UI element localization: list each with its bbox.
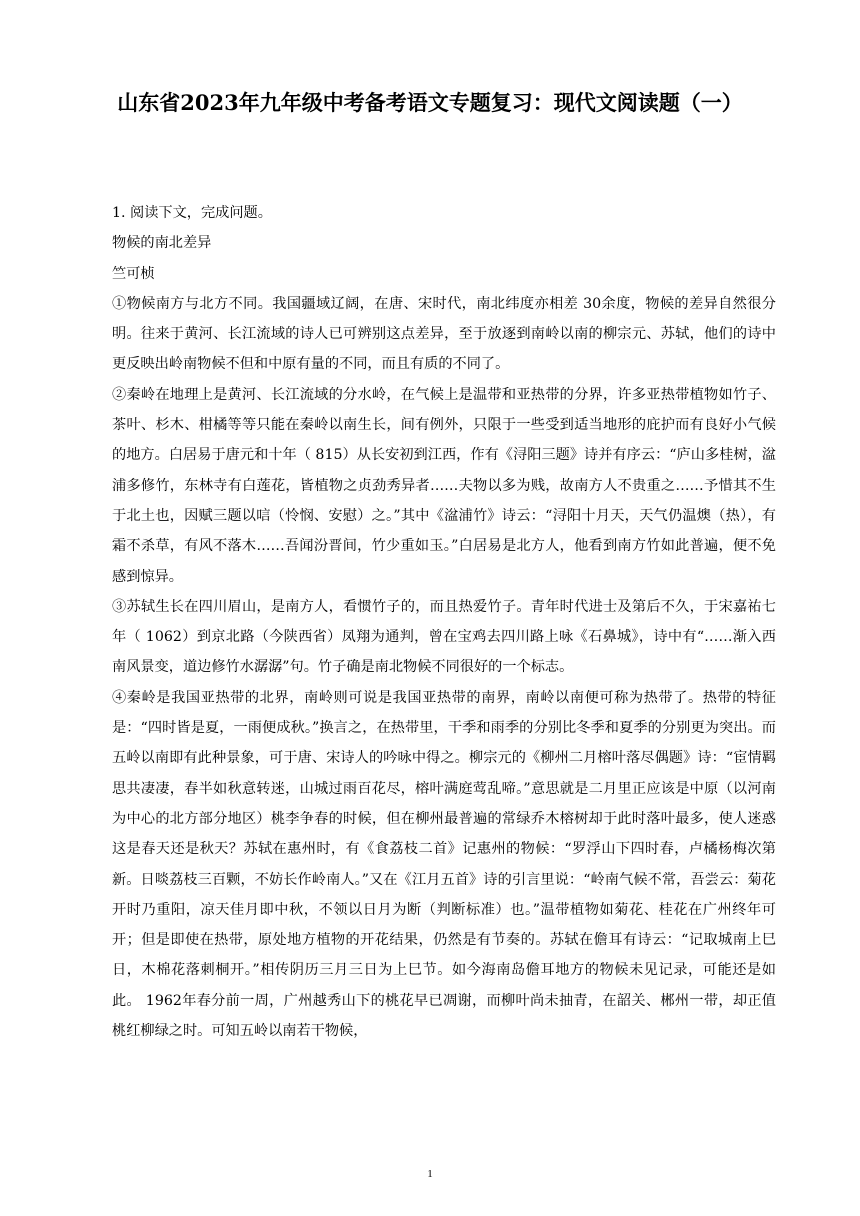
- article-author: 竺可桢: [112, 265, 155, 282]
- paragraph-2: ②秦岭在地理上是黄河、长江流域的分水岭，在气候上是温带和亚热带的分界，许多亚热带植物如竹子、茶叶、杉木、柑橘等等只能在秦岭以南生长，间有例外，只限于一些受到适当地形的庇护而有良好小气候的地方。白居易于唐元和十年（ 815）从长安初到江西，作有《浔阳三题》诗并有序云：“庐山多桂树，湓浦多修竹，东林寺有白莲花，皆植物之贞劲秀异者……夫物以多为贱，故南方人不贵重之……予惜其不生于北土也，因赋三题以唁（怜悯、安慰）之。”其中《湓浦竹》诗云：“浔阳十月天，天气仍温燠（热），有霜不杀草，有风不落木……吾闻汾晋间，竹少重如玉。”白居易是北方人，他看到南方竹如此普遍，便不免感到惊异。: [112, 386, 776, 585]
- question-instruction: 阅读下文，完成问题。: [130, 205, 272, 221]
- paragraph-3: ③苏轼生长在四川眉山，是南方人，看惯竹子的，而且热爱竹子。青年时代进士及第后不久，于宋嘉祐七年（ 1062）到京北路（今陕西省）凤翔为通判，曾在宝鸡去四川路上咏《石鼻城》，诗中有“……渐入西南风景变，道边修竹水潺潺”句。竹子确是南北物候不同很好的一个标志。: [112, 598, 776, 676]
- document-title: 山东省2023年九年级中考备考语文专题复习：现代文阅读题（一）: [117, 90, 743, 115]
- article-title: 物候的南北差异: [112, 235, 212, 252]
- document-body: [112, 198, 776, 1046]
- paragraph-4: ④秦岭是我国亚热带的北界，南岭则可说是我国亚热带的南界，南岭以南便可称为热带了。热带的特征是：“四时皆是夏，一雨便成秋。”换言之，在热带里，干季和雨季的分别比冬季和夏季的分别更为突出。而五岭以南即有此种景象，可于唐、宋诗人的吟咏中得之。柳宗元的《柳州二月榕叶落尽偶题》诗：“宦情羁思共凄凄，春半如秋意转迷，山城过雨百花尽，榕叶满庭莺乱啼。”意思就是二月里正应该是中原（以河南为中心的北方部分地区）桃李争春的时候，但在柳州最普遍的常绿乔木榕树却于此时落叶最多，使人迷惑这是春天还是秋天？苏轼在惠州时，有《食荔枝二首》记惠州的物候：“罗浮山下四时春，卢橘杨梅次第新。日啖荔枝三百颗，不妨长作岭南人。”又在《江月五首》诗的引言里说：“岭南气候不常，吾尝云：菊花开时乃重阳，凉天佳月即中秋，不领以日月为断（判断标准）也。”温带植物如菊花、桂花在广州终年可开；但是即使在热带，原处地方植物的开花结果，仍然是有节奏的。苏轼在儋耳有诗云：“记取城南上巳日，木棉花落刺桐开。”相传阴历三月三日为上巳节。如今海南岛儋耳地方的物候未见记录，可能还是如此。 1962年春分前一周，广州越秀山下的桃花早已凋谢，而柳叶尚未抽青，在韶关、郴州一带，却正值桃红柳绿之时。可知五岭以南若干物候，: [112, 689, 776, 1040]
- question-number: 1.: [112, 205, 126, 221]
- question-header: [112, 198, 776, 228]
- page-number: 1: [427, 1168, 433, 1180]
- paragraph-1: ①物候南方与北方不同。我国疆域辽阔，在唐、宋时代，南北纬度亦相差 30余度，物候的差异自然很分明。往来于黄河、长江流域的诗人已可辨别这点差异，至于放逐到南岭以南的柳宗元、苏轼，他们的诗中更反映出岭南物候不但和中原有量的不同，而且有质的不同了。: [112, 295, 776, 373]
